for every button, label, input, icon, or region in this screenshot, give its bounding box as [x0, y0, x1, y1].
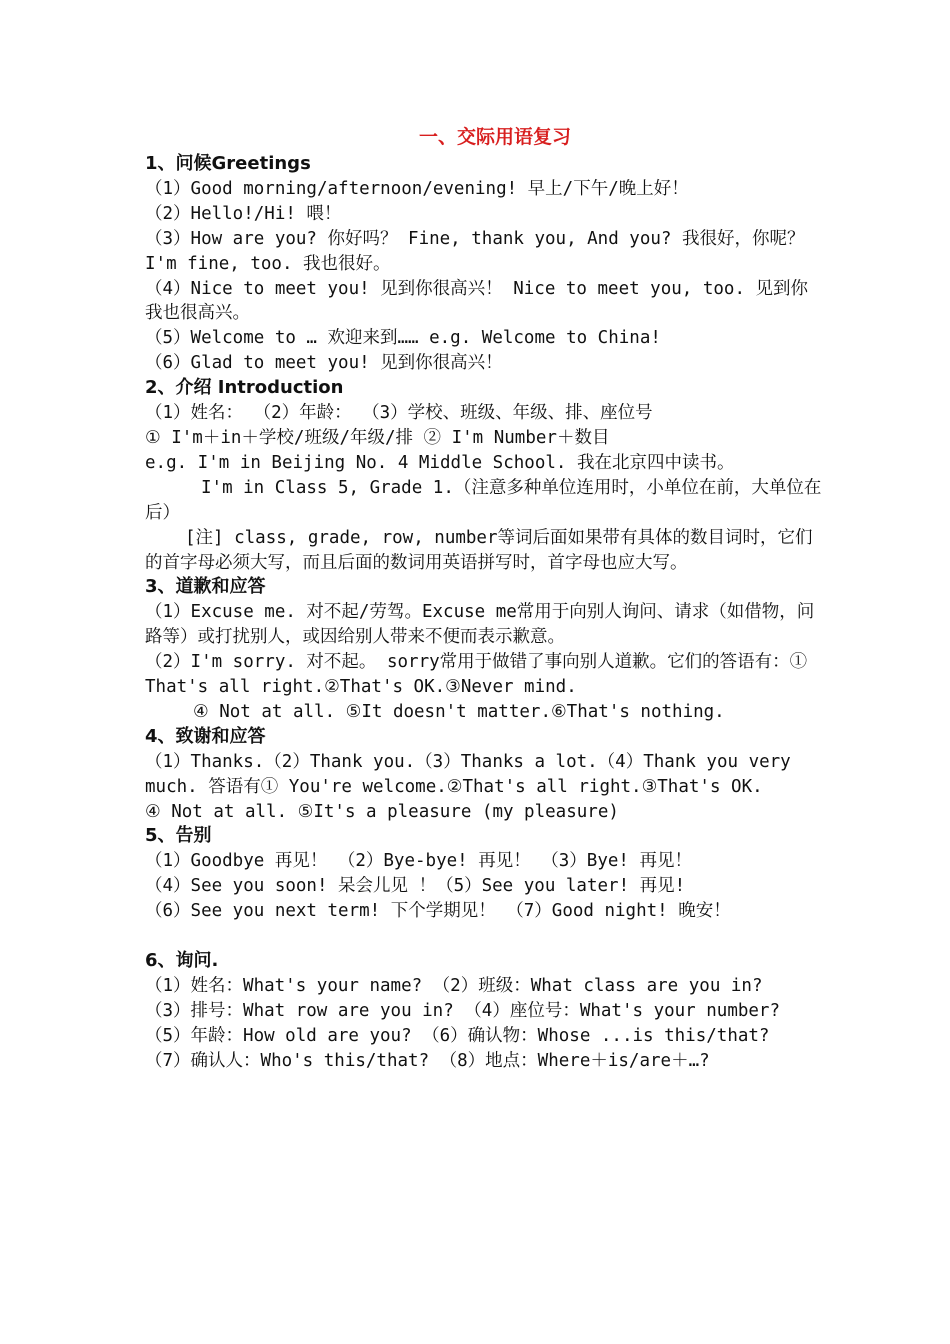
paragraph-line: ④ Not at all. ⑤It doesn't matter.⑥That's nothing. — [193, 701, 725, 722]
paragraph-line: （3）排号：What row are you in? （4）座位号：What's your number? — [145, 1000, 781, 1021]
paragraph-line: （1）Goodbye 再见！ （2）Bye-bye! 再见！ （3）Bye! 再见！ — [145, 851, 692, 872]
paragraph-line: （6）Glad to meet you! 见到你很高兴！ — [145, 353, 503, 374]
note-paragraph: [注] class, grade, row, number等词后面如果带有具体的数目词时，它们的首字母必须大写，而且后面的数词用英语拼写时，首字母也应大写。 — [145, 527, 813, 573]
paragraph-line: e.g. I'm in Beijing No. 4 Middle School. 我在北京四中读书。 — [145, 452, 735, 473]
section-heading-apology: 3、道歉和应答 — [145, 576, 266, 598]
section-heading-greetings: 1、问候Greetings — [145, 153, 311, 174]
page-title: 一、交际用语复习 — [418, 126, 571, 148]
paragraph-line: ① I'm＋in＋学校/班级/年级/排 ② I'm Number＋数目 — [145, 427, 610, 448]
paragraph-line: （1）Thanks.（2）Thank you.（3）Thanks a lot.（4）Thank you very much. 答语有① You're welcome.②That's all right.③That's OK. — [145, 751, 802, 797]
paragraph-line: （5）Welcome to … 欢迎来到…… e.g. Welcome to China! — [145, 328, 661, 349]
section-heading-inquiry: 6、询问. — [145, 949, 219, 971]
section-heading-thanks: 4、致谢和应答 — [145, 725, 266, 747]
paragraph-line: （5）年龄：How old are you? （6）确认物：Whose ...is this/that? — [145, 1025, 770, 1046]
section-heading-farewell: 5、告别 — [145, 825, 212, 847]
paragraph-line: （4）See you soon! 呆会儿见 ！（5）See you later! 再见! — [145, 876, 686, 897]
paragraph-line: （3）How are you? 你好吗？ Fine, thank you, And you? 我很好，你呢？I'm fine, too. 我也很好。 — [145, 228, 805, 274]
document-page — [145, 122, 825, 1074]
blank-line — [145, 924, 825, 949]
paragraph-line: （7）确认人：Who's this/that? （8）地点：Where＋is/are＋…? — [145, 1050, 710, 1071]
paragraph-line: （2）Hello!/Hi! 喂！ — [145, 203, 342, 224]
paragraph-line: （6）See you next term! 下个学期见！ （7）Good night! 晚安！ — [145, 901, 731, 922]
paragraph-line: （1）Excuse me. 对不起/劳驾。Excuse me常用于向别人询问、请求（如借物，问路等）或打扰别人，或因给别人带来不便而表示歉意。 — [145, 602, 815, 648]
paragraph-line: （1）Good morning/afternoon/evening! 早上/下午/晚上好！ — [145, 178, 689, 199]
section-heading-introduction: 2、介绍 Introduction — [145, 377, 344, 399]
paragraph-line: I'm in Class 5, Grade 1.（注意多种单位连用时，小单位在前，大单位在后） — [145, 477, 822, 523]
paragraph-line: （2）I'm sorry. 对不起。 sorry常用于做错了事向别人道歉。它们的答语有：① That's all right.②That's OK.③Never mind. — [145, 652, 818, 698]
paragraph-line: ④ Not at all. ⑤It's a pleasure (my pleasure) — [145, 801, 619, 822]
paragraph-line: （1）姓名：What's your name? （2）班级：What class are you in? — [145, 975, 763, 996]
paragraph-line: （1）姓名： （2）年龄： （3）学校、班级、年级、排、座位号 — [145, 403, 653, 424]
paragraph-line: （4）Nice to meet you! 见到你很高兴！ Nice to meet you, too. 见到你我也很高兴。 — [145, 278, 809, 324]
